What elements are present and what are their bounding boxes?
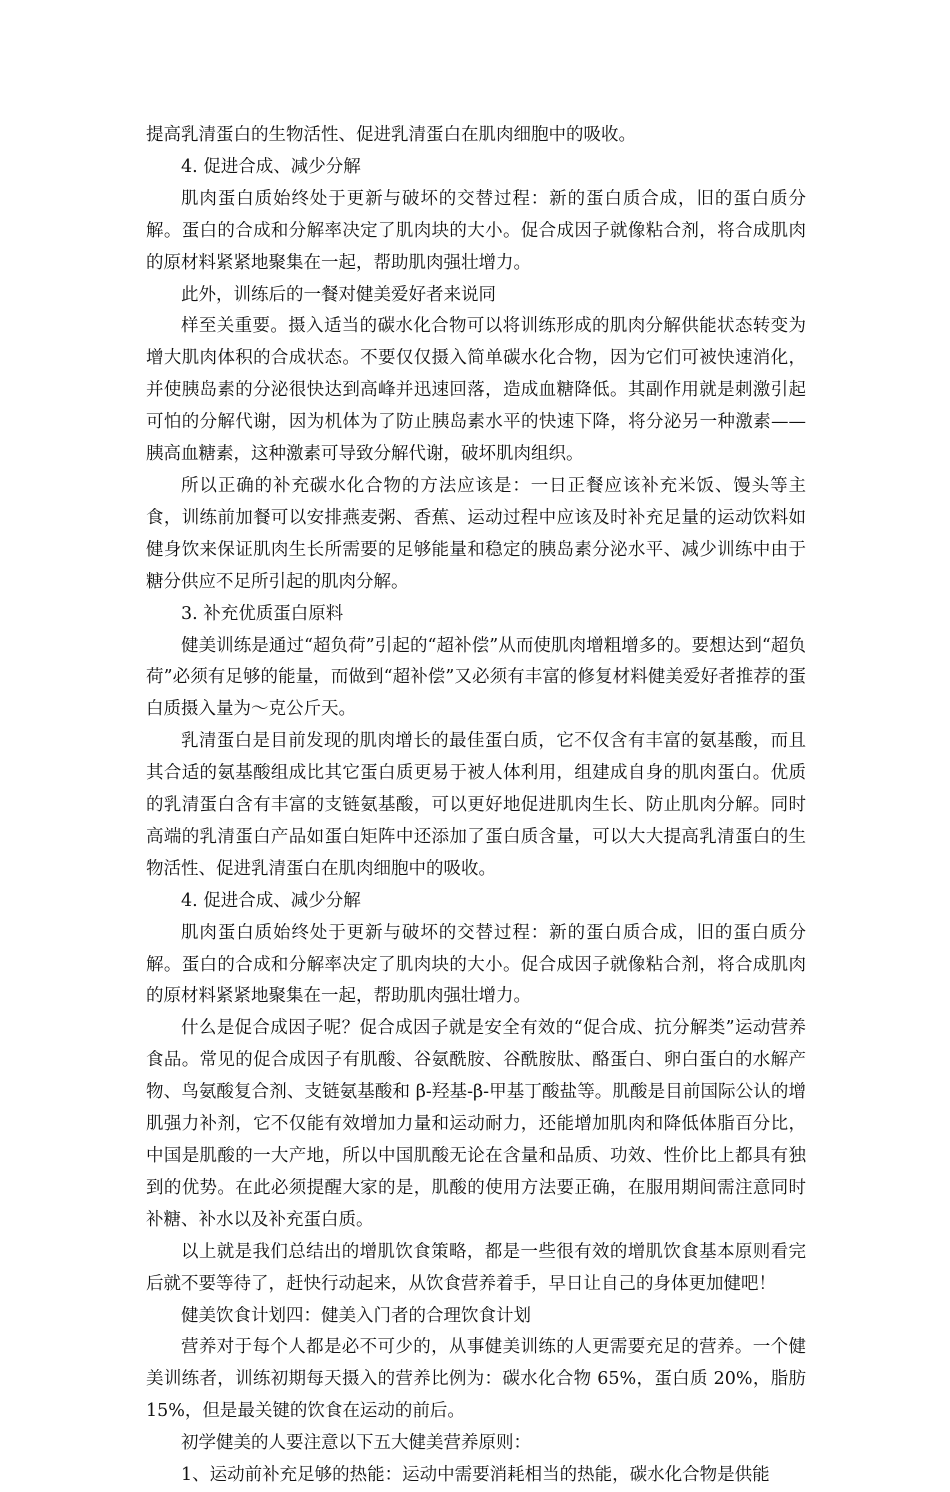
paragraph: 健美训练是通过“超负荷”引起的“超补偿”从而使肌肉增粗增多的。要想达到“超负荷”必须有足够的能量，而做到“超补偿”又必须有丰富的修复材料健美爱好者推荐的蛋白质摄入量为～克公斤天。	[146, 635, 806, 720]
paragraph: 肌肉蛋白质始终处于更新与破坏的交替过程：新的蛋白质合成，旧的蛋白质分解。蛋白的合成和分解率决定了肌肉块的大小。促合成因子就像粘合剂，将合成肌肉的原材料紧紧地聚集在一起，帮助肌肉强壮增力。	[146, 922, 806, 1007]
section-heading-promote-synthesis: 4. 促进合成、减少分解	[181, 156, 361, 177]
paragraph: 样至关重要。摄入适当的碳水化合物可以将训练形成的肌肉分解供能状态转变为增大肌肉体积的合成状态。不要仅仅摄入简单碳水化合物，因为它们可被快速消化，并使胰岛素的分泌很快达到高峰并迅速回落，造成血糖降低。其副作用就是刺激引起可怕的分解代谢，因为机体为了防止胰岛素水平的快速下降，将分泌另一种激素——胰高血糖素，这种激素可导致分解代谢，破坏肌肉组织。	[146, 316, 806, 465]
section-heading-diet-plan-four: 健美饮食计划四：健美入门者的合理饮食计划	[181, 1305, 531, 1326]
paragraph: 营养对于每个人都是必不可少的，从事健美训练的人更需要充足的营养。一个健美训练者，训练初期每天摄入的营养比例为：碳水化合物 65%，蛋白质 20%，脂肪 15%，但是最关键的饮食在运动的前后。	[146, 1337, 806, 1422]
paragraph: 肌肉蛋白质始终处于更新与破坏的交替过程：新的蛋白质合成，旧的蛋白质分解。蛋白的合成和分解率决定了肌肉块的大小。促合成因子就像粘合剂，将合成肌肉的原材料紧紧地聚集在一起，帮助肌肉强壮增力。	[146, 188, 806, 273]
paragraph: 此外，训练后的一餐对健美爱好者来说同	[181, 284, 496, 305]
document-page	[146, 120, 806, 1492]
paragraph: 以上就是我们总结出的增肌饮食策略，都是一些很有效的增肌饮食基本原则看完后就不要等待了，赶快行动起来，从饮食营养着手，早日让自己的身体更加健吧！	[146, 1241, 806, 1294]
paragraph: 初学健美的人要注意以下五大健美营养原则：	[181, 1433, 531, 1454]
paragraph: 所以正确的补充碳水化合物的方法应该是：一日正餐应该补充米饭、馒头等主食，训练前加餐可以安排燕麦粥、香蕉、运动过程中应该及时补充足量的运动饮料如健身饮来保证肌肉生长所需要的足够能量和稳定的胰岛素分泌水平、减少训练中由于糖分供应不足所引起的肌肉分解。	[146, 475, 806, 592]
paragraph: 1、运动前补充足够的热能：运动中需要消耗相当的热能，碳水化合物是供能	[181, 1465, 770, 1486]
section-heading-promote-synthesis: 4. 促进合成、减少分解	[181, 890, 361, 911]
paragraph: 什么是促合成因子呢？促合成因子就是安全有效的“促合成、抗分解类”运动营养食品。常见的促合成因子有肌酸、谷氨酰胺、谷酰胺肽、酪蛋白、卵白蛋白的水解产物、鸟氨酸复合剂、支链氨基酸和 β-羟基-β-甲基丁酸盐等。肌酸是目前国际公认的增肌强力补剂，它不仅能有效增加力量和运动耐力，还能增加肌肉和降低体脂百分比，中国是肌酸的一大产地，所以中国肌酸无论在含量和品质、功效、性价比上都具有独到的优势。在此必须提醒大家的是，肌酸的使用方法要正确，在服用期间需注意同时补糖、补水以及补充蛋白质。	[146, 1018, 806, 1230]
paragraph-continuation: 提高乳清蛋白的生物活性、促进乳清蛋白在肌肉细胞中的吸收。	[146, 125, 636, 145]
section-heading-protein-supply: 3. 补充优质蛋白原料	[181, 603, 344, 624]
paragraph: 乳清蛋白是目前发现的肌肉增长的最佳蛋白质，它不仅含有丰富的氨基酸，而且其合适的氨基酸组成比其它蛋白质更易于被人体利用，组建成自身的肌肉蛋白。优质的乳清蛋白含有丰富的支链氨基酸，可以更好地促进肌肉生长、防止肌肉分解。同时高端的乳清蛋白产品如蛋白矩阵中还添加了蛋白质含量，可以大大提高乳清蛋白的生物活性、促进乳清蛋白在肌肉细胞中的吸收。	[146, 731, 806, 879]
